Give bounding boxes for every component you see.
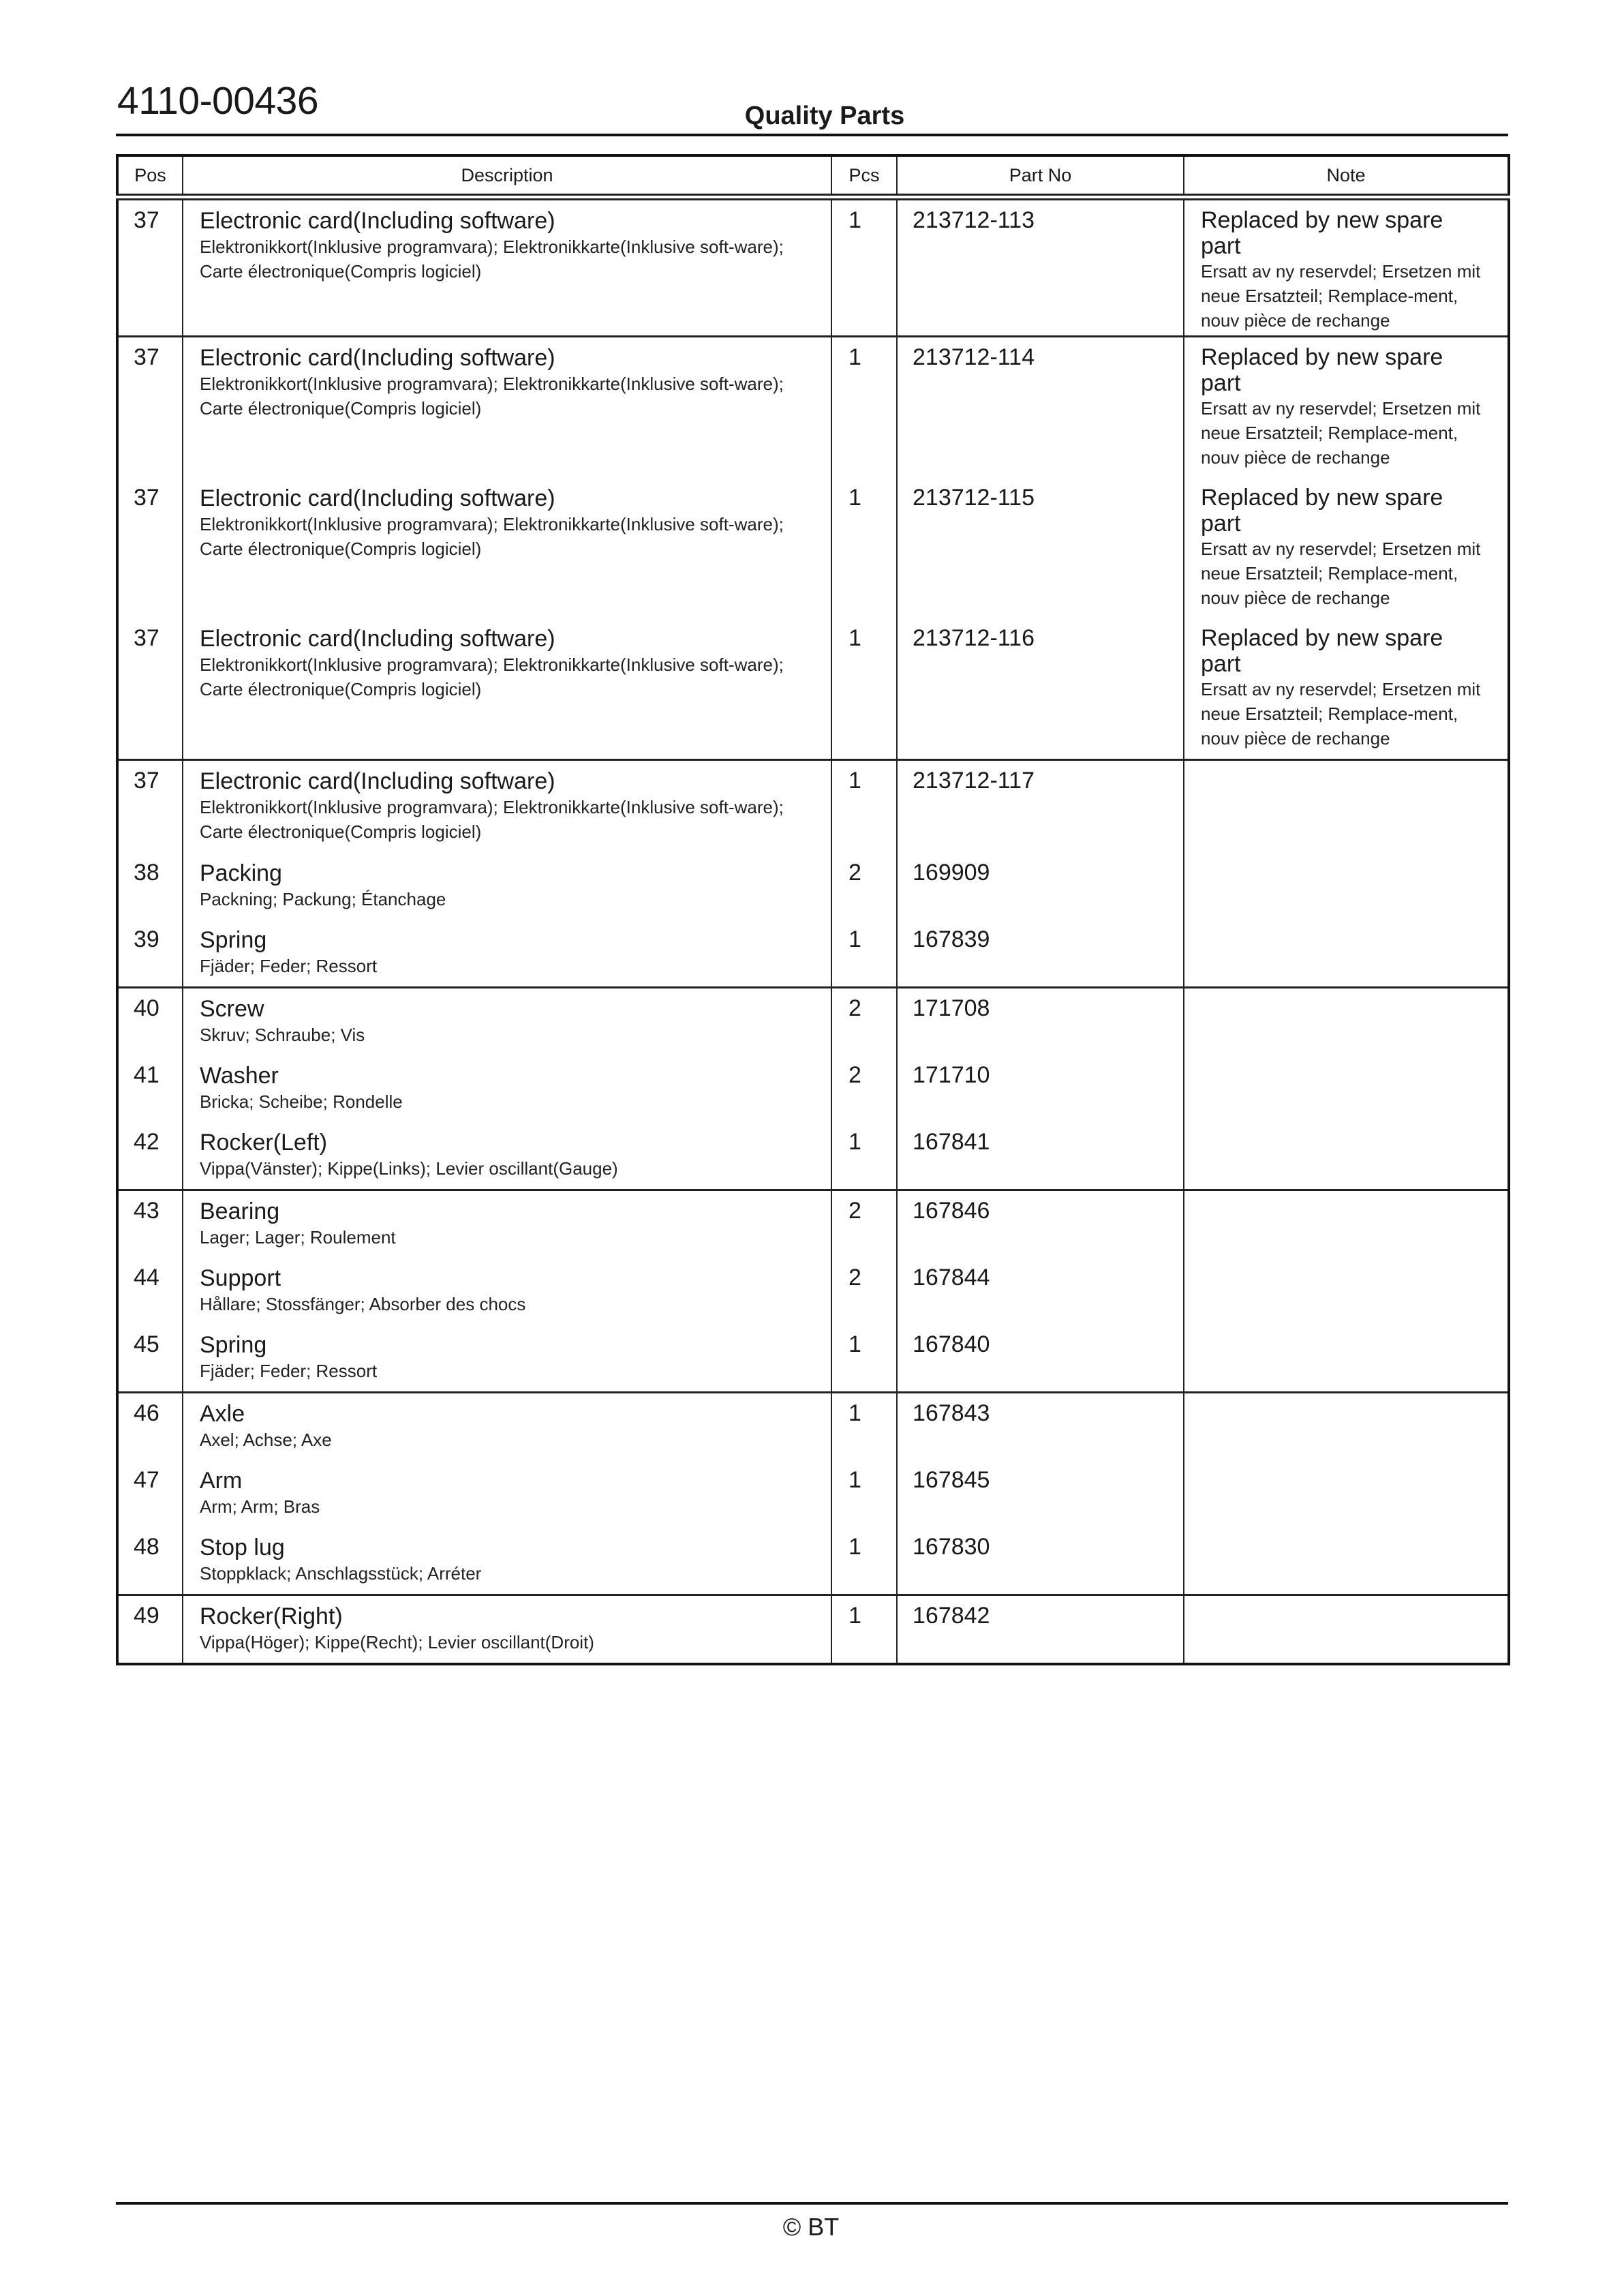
- part-translations: Vippa(Höger); Kippe(Recht); Levier oscillant(Droit): [200, 1632, 594, 1652]
- pos-cell: 37: [117, 337, 183, 479]
- pos-cell: 40: [117, 988, 183, 1056]
- table-row: [117, 1325, 1509, 1393]
- pcs-cell: 1: [831, 1527, 897, 1595]
- table-row: [117, 478, 1509, 618]
- part-no-cell: 213712-114: [897, 337, 1184, 479]
- part-no-cell: 167839: [897, 920, 1184, 988]
- table-row: [117, 1527, 1509, 1595]
- copyright-notice: © BT: [782, 2213, 840, 2241]
- row-group: [117, 337, 1509, 760]
- column-header-part-no: Part No: [897, 155, 1184, 197]
- page-title: Quality Parts: [744, 102, 905, 130]
- note-translations: Ersatt av ny reservdel; Ersetzen mit neue Ersatzteil; Remplace-ment, nouv pièce de rechange: [1201, 261, 1481, 331]
- part-name: Support: [200, 1265, 281, 1291]
- table-row: [117, 1258, 1509, 1325]
- description-cell: [183, 1122, 831, 1190]
- part-no-cell: 213712-115: [897, 478, 1184, 618]
- table-row: [117, 1122, 1509, 1190]
- part-translations: Fjäder; Feder; Ressort: [200, 1361, 378, 1381]
- note-cell: [1184, 478, 1509, 618]
- note-cell: [1184, 1527, 1509, 1595]
- part-no-cell: 213712-113: [897, 197, 1184, 337]
- column-header-note: Note: [1184, 155, 1509, 197]
- part-translations: Stoppklack; Anschlagsstück; Arréter: [200, 1563, 482, 1584]
- row-group: [117, 760, 1509, 988]
- table-row: [117, 760, 1509, 854]
- part-name: Stop lug: [200, 1535, 285, 1560]
- part-translations: Elektronikkort(Inklusive programvara); Elektronikkarte(Inklusive soft-ware); Carte électronique(Compris logiciel): [200, 514, 784, 559]
- table-row: [117, 853, 1509, 920]
- part-name: Arm: [200, 1468, 243, 1494]
- description-cell: [183, 478, 831, 618]
- parts-table: [116, 154, 1510, 1665]
- column-header-pcs: Pcs: [831, 155, 897, 197]
- part-no-cell: 167830: [897, 1527, 1184, 1595]
- row-group: [117, 1393, 1509, 1595]
- description-cell: [183, 988, 831, 1056]
- note-cell: [1184, 1595, 1509, 1665]
- pcs-cell: 1: [831, 1122, 897, 1190]
- part-no-cell: 213712-117: [897, 760, 1184, 854]
- pcs-cell: 2: [831, 988, 897, 1056]
- pos-cell: 38: [117, 853, 183, 920]
- part-translations: Skruv; Schraube; Vis: [200, 1025, 365, 1045]
- pcs-cell: 1: [831, 1325, 897, 1393]
- pcs-cell: 2: [831, 1190, 897, 1258]
- pos-cell: 37: [117, 197, 183, 337]
- column-header-pos: Pos: [117, 155, 183, 197]
- pcs-cell: 1: [831, 478, 897, 618]
- pcs-cell: 1: [831, 920, 897, 988]
- table-row: [117, 197, 1509, 337]
- part-name: Electronic card(Including software): [200, 485, 555, 511]
- table-row: [117, 1055, 1509, 1122]
- row-group: [117, 988, 1509, 1190]
- row-group: [117, 197, 1509, 337]
- pcs-cell: 1: [831, 760, 897, 854]
- description-cell: [183, 853, 831, 920]
- table-header: [117, 155, 1509, 197]
- part-name: Packing: [200, 860, 282, 886]
- table-row: [117, 337, 1509, 479]
- part-translations: Elektronikkort(Inklusive programvara); Elektronikkarte(Inklusive soft-ware); Carte électronique(Compris logiciel): [200, 654, 784, 699]
- note-text: Replaced by new spare part: [1201, 485, 1443, 537]
- part-name: Spring: [200, 927, 267, 953]
- part-no-cell: 167841: [897, 1122, 1184, 1190]
- part-no-cell: 169909: [897, 853, 1184, 920]
- description-cell: [183, 1055, 831, 1122]
- part-name: Spring: [200, 1332, 267, 1358]
- note-text: Replaced by new spare part: [1201, 344, 1443, 396]
- pos-cell: 42: [117, 1122, 183, 1190]
- note-text: Replaced by new spare part: [1201, 625, 1443, 677]
- description-cell: [183, 1460, 831, 1527]
- note-cell: [1184, 618, 1509, 760]
- part-no-cell: 167843: [897, 1393, 1184, 1461]
- note-translations: Ersatt av ny reservdel; Ersetzen mit neue Ersatzteil; Remplace-ment, nouv pièce de rechange: [1201, 679, 1481, 749]
- part-no-cell: 167842: [897, 1595, 1184, 1665]
- note-cell: [1184, 853, 1509, 920]
- note-cell: [1184, 920, 1509, 988]
- pcs-cell: 2: [831, 1055, 897, 1122]
- pos-cell: 45: [117, 1325, 183, 1393]
- part-translations: Lager; Lager; Roulement: [200, 1227, 396, 1248]
- part-translations: Axel; Achse; Axe: [200, 1430, 332, 1450]
- note-cell: [1184, 988, 1509, 1056]
- pos-cell: 49: [117, 1595, 183, 1665]
- header-divider: [116, 134, 1508, 136]
- pos-cell: 48: [117, 1527, 183, 1595]
- part-translations: Elektronikkort(Inklusive programvara); Elektronikkarte(Inklusive soft-ware); Carte électronique(Compris logiciel): [200, 237, 784, 282]
- part-name: Electronic card(Including software): [200, 345, 555, 371]
- description-cell: [183, 197, 831, 337]
- description-cell: [183, 760, 831, 854]
- part-name: Electronic card(Including software): [200, 626, 555, 652]
- description-cell: [183, 1393, 831, 1461]
- description-cell: [183, 1527, 831, 1595]
- part-name: Axle: [200, 1401, 245, 1427]
- description-cell: [183, 1325, 831, 1393]
- pos-cell: 37: [117, 478, 183, 618]
- part-name: Rocker(Left): [200, 1130, 328, 1155]
- description-cell: [183, 1190, 831, 1258]
- pos-cell: 37: [117, 618, 183, 760]
- pcs-cell: 1: [831, 337, 897, 479]
- part-name: Electronic card(Including software): [200, 208, 555, 234]
- row-group: [117, 1190, 1509, 1393]
- footer-divider: [116, 2202, 1508, 2205]
- table-row: [117, 1393, 1509, 1461]
- column-header-description: Description: [183, 155, 831, 197]
- pos-cell: 37: [117, 760, 183, 854]
- note-text: Replaced by new spare part: [1201, 207, 1443, 259]
- pos-cell: 46: [117, 1393, 183, 1461]
- pos-cell: 47: [117, 1460, 183, 1527]
- table-row: [117, 920, 1509, 988]
- note-translations: Ersatt av ny reservdel; Ersetzen mit neue Ersatzteil; Remplace-ment, nouv pièce de rechange: [1201, 539, 1481, 608]
- header-row: [117, 155, 1509, 197]
- part-translations: Bricka; Scheibe; Rondelle: [200, 1091, 403, 1112]
- note-cell: [1184, 337, 1509, 479]
- description-cell: [183, 1258, 831, 1325]
- part-no-cell: 167840: [897, 1325, 1184, 1393]
- pos-cell: 44: [117, 1258, 183, 1325]
- part-translations: Packning; Packung; Étanchage: [200, 889, 446, 909]
- part-name: Electronic card(Including software): [200, 768, 555, 794]
- part-no-cell: 167845: [897, 1460, 1184, 1527]
- pcs-cell: 1: [831, 1393, 897, 1461]
- note-cell: [1184, 1460, 1509, 1527]
- note-cell: [1184, 1055, 1509, 1122]
- pcs-cell: 2: [831, 853, 897, 920]
- pcs-cell: 1: [831, 1595, 897, 1665]
- table-row: [117, 1190, 1509, 1258]
- part-translations: Hållare; Stossfänger; Absorber des chocs: [200, 1294, 526, 1314]
- description-cell: [183, 337, 831, 479]
- part-translations: Arm; Arm; Bras: [200, 1496, 320, 1517]
- description-cell: [183, 1595, 831, 1665]
- pos-cell: 41: [117, 1055, 183, 1122]
- part-no-cell: 213712-116: [897, 618, 1184, 760]
- part-no-cell: 167844: [897, 1258, 1184, 1325]
- note-cell: [1184, 197, 1509, 337]
- row-group: [117, 1595, 1509, 1665]
- pcs-cell: 1: [831, 1460, 897, 1527]
- note-translations: Ersatt av ny reservdel; Ersetzen mit neue Ersatzteil; Remplace-ment, nouv pièce de rechange: [1201, 398, 1481, 468]
- part-translations: Elektronikkort(Inklusive programvara); Elektronikkarte(Inklusive soft-ware); Carte électronique(Compris logiciel): [200, 797, 784, 842]
- description-cell: [183, 920, 831, 988]
- pcs-cell: 2: [831, 1258, 897, 1325]
- document-number: 4110-00436: [117, 79, 319, 123]
- pos-cell: 39: [117, 920, 183, 988]
- note-cell: [1184, 1393, 1509, 1461]
- table-row: [117, 988, 1509, 1056]
- note-cell: [1184, 760, 1509, 854]
- table-row: [117, 1460, 1509, 1527]
- part-name: Screw: [200, 996, 264, 1022]
- note-cell: [1184, 1122, 1509, 1190]
- table-row: [117, 618, 1509, 760]
- part-translations: Vippa(Vänster); Kippe(Links); Levier oscillant(Gauge): [200, 1158, 618, 1179]
- part-no-cell: 171710: [897, 1055, 1184, 1122]
- pos-cell: 43: [117, 1190, 183, 1258]
- note-cell: [1184, 1325, 1509, 1393]
- part-name: Bearing: [200, 1198, 280, 1224]
- part-no-cell: 167846: [897, 1190, 1184, 1258]
- part-name: Rocker(Right): [200, 1603, 343, 1629]
- note-cell: [1184, 1258, 1509, 1325]
- part-translations: Fjäder; Feder; Ressort: [200, 956, 378, 976]
- part-translations: Elektronikkort(Inklusive programvara); Elektronikkarte(Inklusive soft-ware); Carte électronique(Compris logiciel): [200, 374, 784, 419]
- part-no-cell: 171708: [897, 988, 1184, 1056]
- pcs-cell: 1: [831, 197, 897, 337]
- table-row: [117, 1595, 1509, 1665]
- description-cell: [183, 618, 831, 760]
- note-cell: [1184, 1190, 1509, 1258]
- part-name: Washer: [200, 1063, 279, 1089]
- pcs-cell: 1: [831, 618, 897, 760]
